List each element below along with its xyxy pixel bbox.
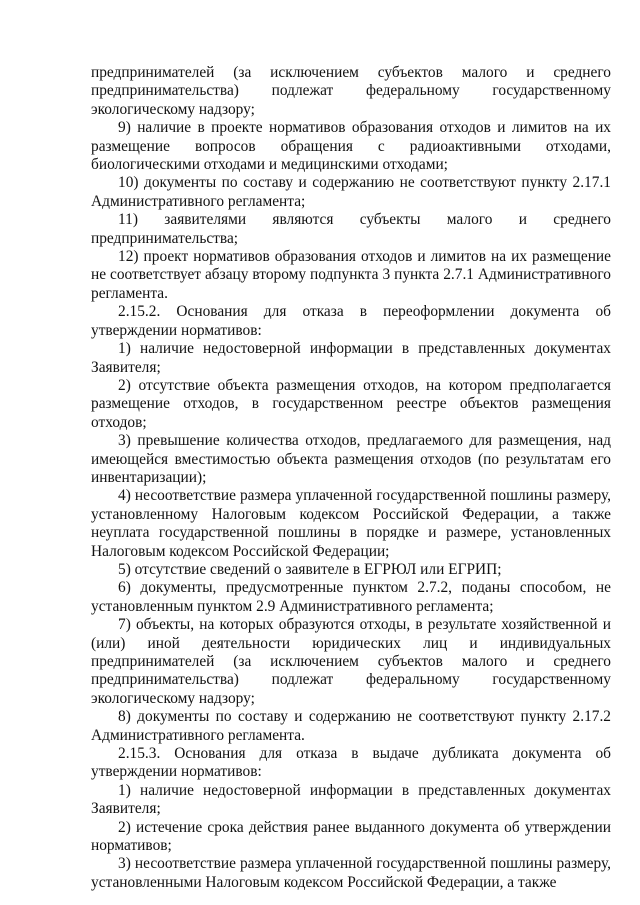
paragraph-item-9: 9) наличие в проекте нормативов образования отходов и лимитов на их размещение вопросов обращения с радиоактивными отходами, биологическими отходами и медицинскими отходами; (91, 119, 611, 174)
paragraph-item-2: 2) истечение срока действия ранее выданного документа об утверждении нормативов; (91, 818, 611, 855)
section-heading-2-15-2: 2.15.2. Основания для отказа в переоформлении документа об утверждении нормативов: (91, 303, 611, 339)
paragraph-item-11: 11) заявителями являются субъекты малого и среднего предпринимательства; (91, 211, 611, 247)
paragraph-item-4: 4) несоответствие размера уплаченной государственной пошлины размеру, установленному Налоговым кодексом Российской Федерации, а также неуплата государственной пошлины в порядке и размере, установленных Налоговым кодексом Российской Федерации; (91, 487, 611, 560)
paragraph-item-2: 2) отсутствие объекта размещения отходов, на котором предполагается размещение отходов, в государственном реестре объектов размещения отходов; (91, 376, 611, 431)
paragraph-item-3: 3) превышение количества отходов, предлагаемого для размещения, над имеющейся вместимостью объекта размещения отходов (по результатам его инвентаризации); (91, 432, 611, 486)
section-heading-2-15-3: 2.15.3. Основания для отказа в выдаче дубликата документа об утверждении нормативов: (91, 745, 611, 781)
paragraph-item-10: 10) документы по составу и содержанию не соответствуют пункту 2.17.1 Административного регламента; (91, 174, 611, 210)
paragraph-item-3: 3) несоответствие размера уплаченной государственной пошлины размеру, установленными Налоговым кодексом Российской Федерации, а также (91, 855, 611, 891)
document-page (91, 64, 611, 892)
paragraph-continuation: предпринимателей (за исключением субъектов малого и среднего предпринимательства) подлежат федеральному государственному экологическому надзору; (91, 64, 611, 118)
paragraph-item-7: 7) объекты, на которых образуются отходы, в результате хозяйственной и (или) иной деятельности юридических лиц и индивидуальных предпринимателей (за исключением субъектов малого и среднего предпринимательства) подлежат федеральному государственному экологическому надзору; (91, 616, 611, 707)
paragraph-item-8: 8) документы по составу и содержанию не соответствуют пункту 2.17.2 Административного регламента. (91, 708, 611, 744)
paragraph-item-6: 6) документы, предусмотренные пунктом 2.7.2, поданы способом, не установленным пунктом 2.9 Административного регламента; (91, 579, 611, 615)
paragraph-item-1: 1) наличие недостоверной информации в представленных документах Заявителя; (91, 781, 611, 818)
paragraph-item-12: 12) проект нормативов образования отходов и лимитов на их размещение не соответствует абзацу второму подпункта 3 пункта 2.7.1 Административного регламента. (91, 248, 611, 302)
paragraph-item-1: 1) наличие недостоверной информации в представленных документах Заявителя; (91, 340, 611, 376)
paragraph-item-5: 5) отсутствие сведений о заявителе в ЕГРЮЛ или ЕГРИП; (118, 560, 502, 578)
